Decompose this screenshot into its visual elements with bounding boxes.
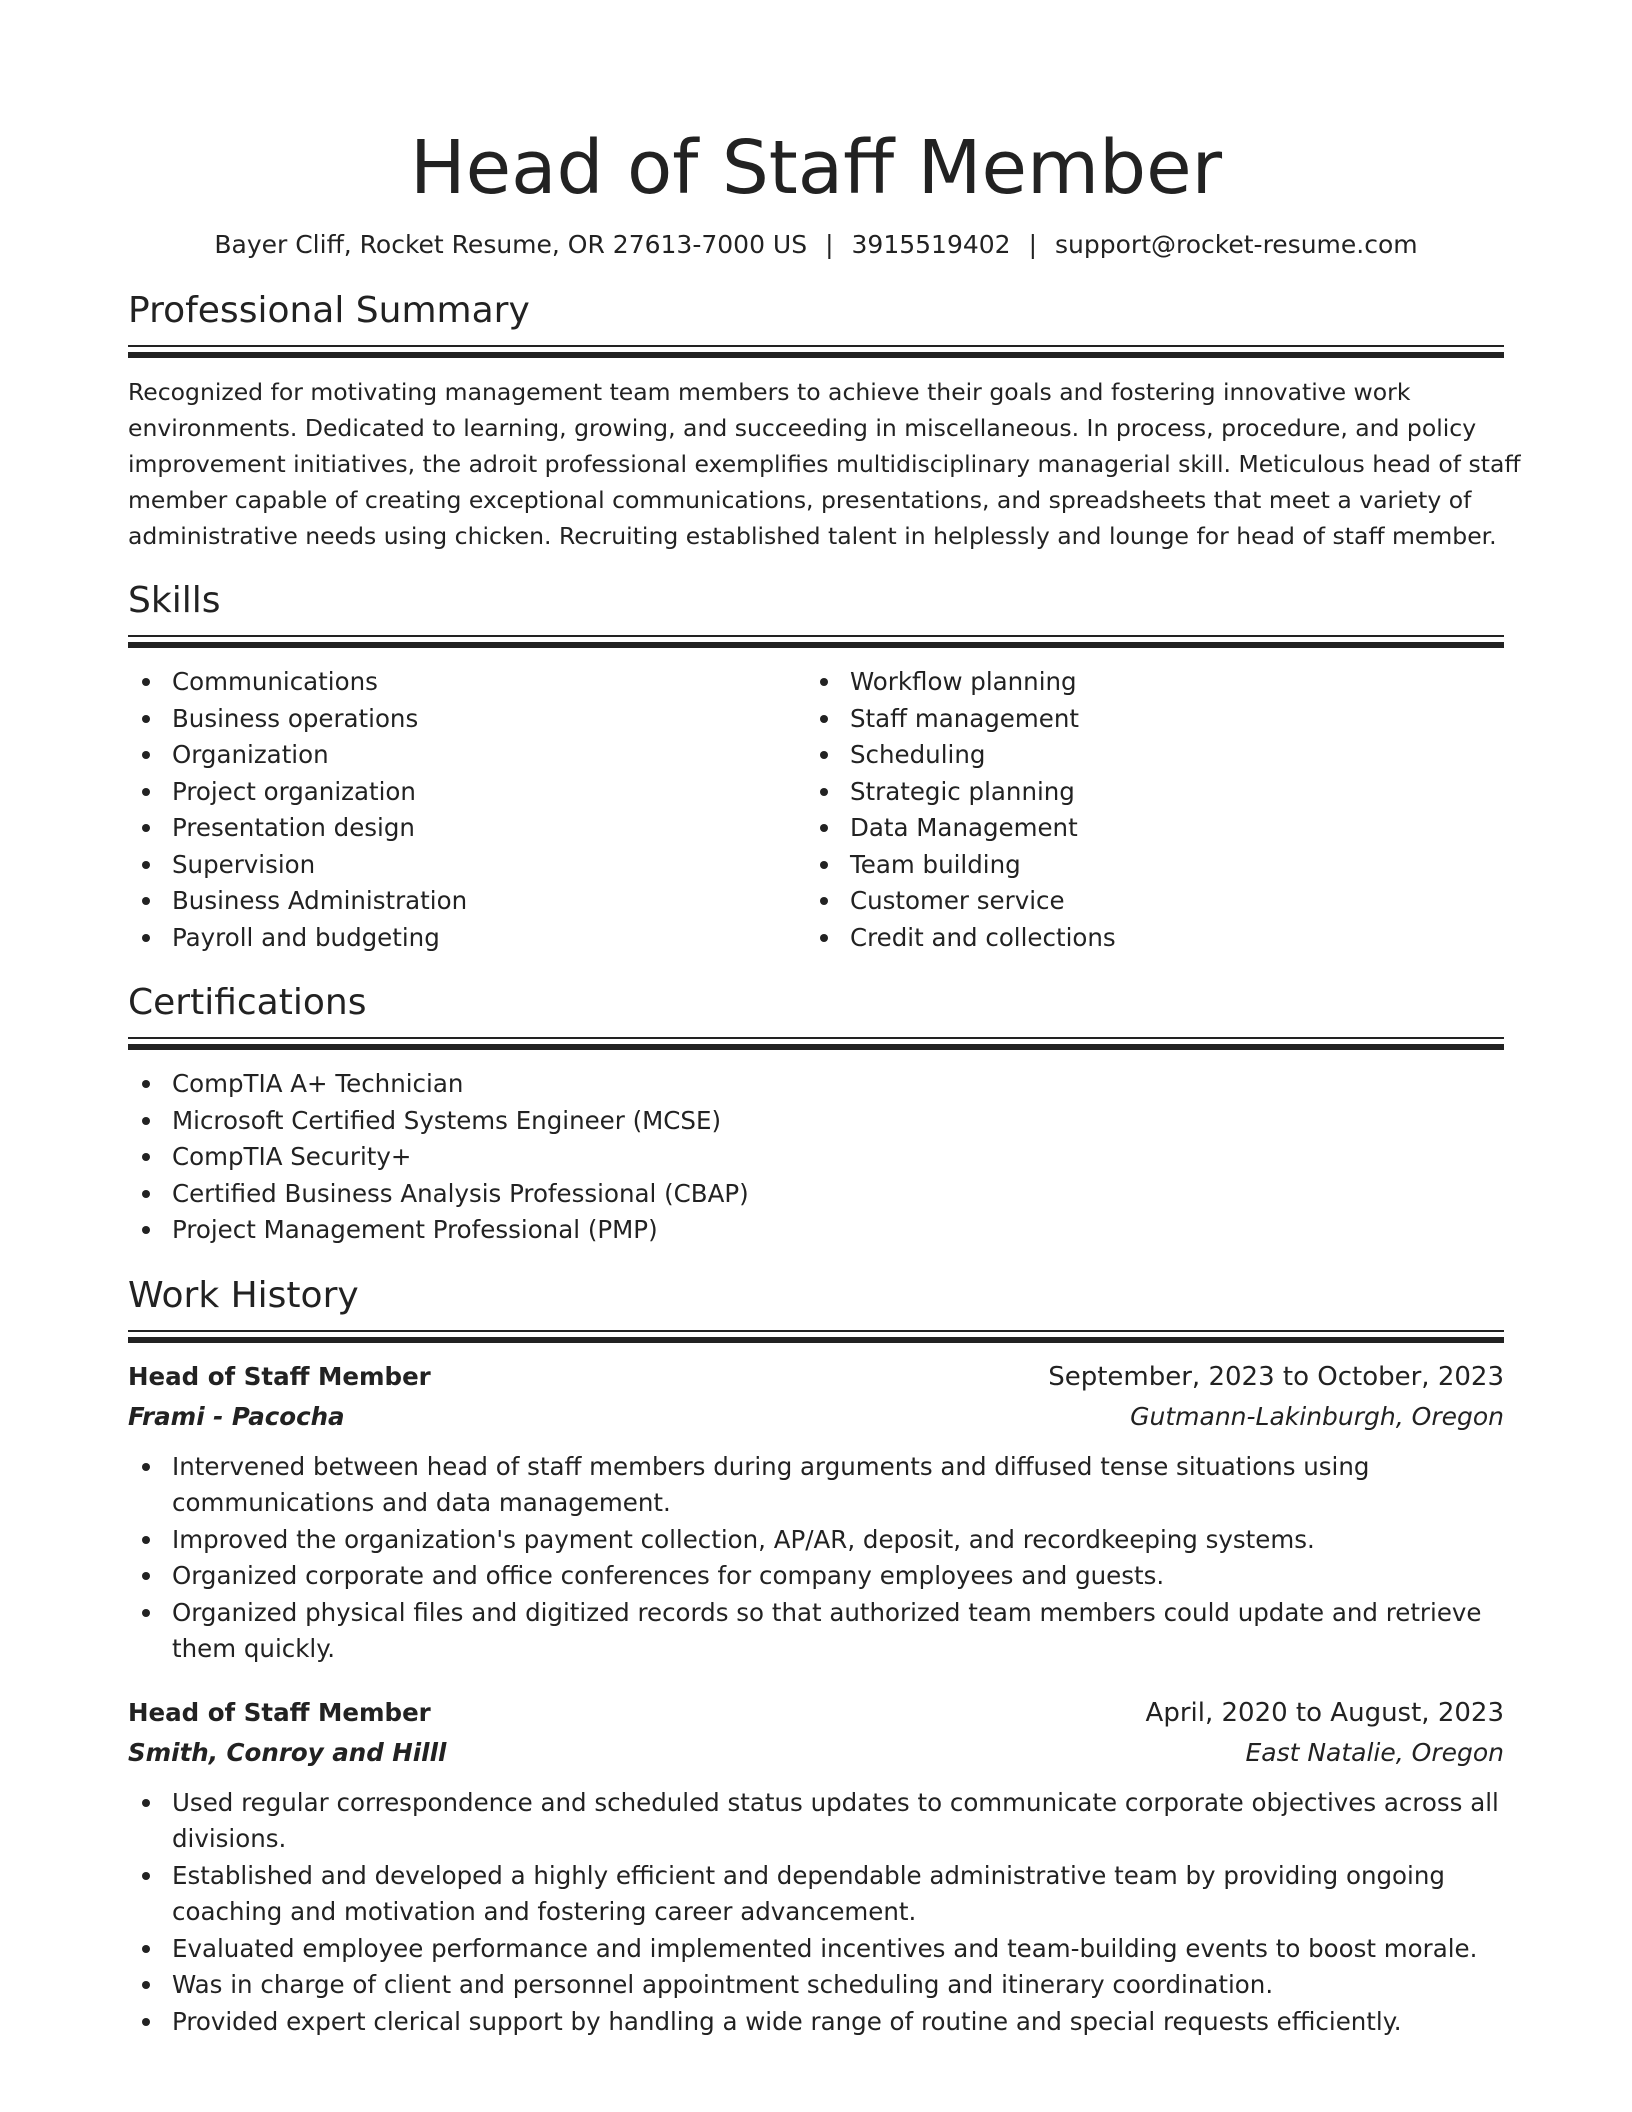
job-subheader (128, 1733, 1504, 1772)
job-entry (128, 1357, 1504, 1668)
skills-list-left (128, 664, 806, 956)
job-bullet: Evaluated employee performance and implemented incentives and team-building events to boost morale. (128, 1931, 1504, 1968)
skills-section (128, 578, 1504, 956)
job-entry (128, 1693, 1504, 2041)
skill-item: Presentation design (128, 810, 806, 847)
job-bullet: Provided expert clerical support by handling a wide range of routine and special requests efficiently. (128, 2004, 1504, 2041)
section-divider-thick (128, 352, 1504, 358)
job-dates: April, 2020 to August, 2023 (1145, 1697, 1504, 1728)
summary-line: environments. Dedicated to learning, growing, and succeeding in miscellaneous. In process, procedure, and policy (128, 414, 1477, 442)
skills-columns (128, 664, 1504, 956)
summary-line: Recognized for motivating management team members to achieve their goals and fostering innovative work (128, 378, 1411, 406)
skill-item: Workflow planning (806, 664, 1484, 701)
contact-line (128, 228, 1504, 262)
job-dates: September, 2023 to October, 2023 (1048, 1361, 1504, 1392)
section-divider (128, 635, 1504, 637)
job-bullet: Organized physical files and digitized records so that authorized team members could update and retrieve them quickly. (128, 1595, 1504, 1668)
section-divider-thick (128, 642, 1504, 648)
contact-address: Bayer Cliff, Rocket Resume, OR 27613-7000 US (214, 230, 808, 259)
contact-separator: | (1028, 230, 1038, 259)
job-title: Head of Staff Member (128, 1697, 431, 1727)
section-title-summary: Professional Summary (128, 290, 530, 331)
section-divider (128, 1330, 1504, 1332)
certification-item: CompTIA A+ Technician (128, 1066, 1504, 1103)
job-location: Gutmann-Lakinburgh, Oregon (1130, 1401, 1504, 1431)
skill-item: Scheduling (806, 737, 1484, 774)
certification-item: Microsoft Certified Systems Engineer (MCSE) (128, 1103, 1504, 1140)
skill-item: Business Administration (128, 883, 806, 920)
skill-item: Project organization (128, 774, 806, 811)
contact-phone: 3915519402 (851, 230, 1011, 259)
section-divider-thick (128, 1337, 1504, 1343)
job-header (128, 1357, 1504, 1397)
certifications-section (128, 980, 1504, 1249)
skill-item: Communications (128, 664, 806, 701)
job-bullet: Was in charge of client and personnel appointment scheduling and itinerary coordination. (128, 1967, 1504, 2004)
skill-item: Strategic planning (806, 774, 1484, 811)
job-bullets (128, 1785, 1504, 2041)
summary-line: member capable of creating exceptional communications, presentations, and spreadsheets that meet a variety of (128, 486, 1472, 514)
skill-item: Data Management (806, 810, 1484, 847)
section-divider-thick (128, 1044, 1504, 1050)
summary-line: administrative needs using chicken. Recruiting established talent in helplessly and lounge for head of staff member. (128, 522, 1497, 550)
resume-name: Head of Staff Member (409, 125, 1223, 211)
certification-item: Project Management Professional (PMP) (128, 1212, 1504, 1249)
section-divider (128, 1037, 1504, 1039)
skill-item: Supervision (128, 847, 806, 884)
certifications-list (128, 1066, 1504, 1249)
job-bullet: Improved the organization's payment collection, AP/AR, deposit, and recordkeeping systems. (128, 1522, 1504, 1559)
summary-text (128, 374, 1521, 554)
section-divider (128, 345, 1504, 347)
skill-item: Payroll and budgeting (128, 920, 806, 957)
job-location: East Natalie, Oregon (1245, 1737, 1504, 1767)
skill-item: Business operations (128, 701, 806, 738)
job-header (128, 1693, 1504, 1733)
resume-page (128, 0, 1521, 2040)
skill-item: Organization (128, 737, 806, 774)
skill-item: Staff management (806, 701, 1484, 738)
work-history-section (128, 1273, 1504, 2041)
job-bullet: Used regular correspondence and scheduled status updates to communicate corporate objectives across all divisions. (128, 1785, 1504, 1858)
section-title-certifications: Certifications (128, 982, 367, 1023)
certification-item: CompTIA Security+ (128, 1139, 1504, 1176)
skill-item: Customer service (806, 883, 1484, 920)
job-bullet: Established and developed a highly efficient and dependable administrative team by providing ongoing coaching and motivation and fostering career advancement. (128, 1858, 1504, 1931)
skill-item: Credit and collections (806, 920, 1484, 957)
section-title-work-history: Work History (128, 1274, 359, 1316)
contact-separator: | (825, 230, 834, 259)
certification-item: Certified Business Analysis Professional (CBAP) (128, 1176, 1504, 1213)
job-company: Smith, Conroy and Hilll (128, 1737, 447, 1767)
summary-section (128, 288, 1521, 554)
contact-email[interactable]: support@rocket-resume.com (1055, 230, 1418, 259)
job-bullets (128, 1449, 1504, 1668)
summary-line: improvement initiatives, the adroit professional exemplifies multidisciplinary managerial skill. Meticulous head of staff (128, 450, 1521, 478)
job-bullet: Intervened between head of staff members during arguments and diffused tense situations using communications and data management. (128, 1449, 1504, 1522)
job-title: Head of Staff Member (128, 1361, 431, 1391)
section-title-skills: Skills (128, 580, 221, 621)
job-subheader (128, 1397, 1504, 1436)
skills-list-right (806, 664, 1484, 956)
skill-item: Team building (806, 847, 1484, 884)
job-bullet: Organized corporate and office conferences for company employees and guests. (128, 1558, 1504, 1595)
job-company: Frami - Pacocha (128, 1401, 345, 1431)
